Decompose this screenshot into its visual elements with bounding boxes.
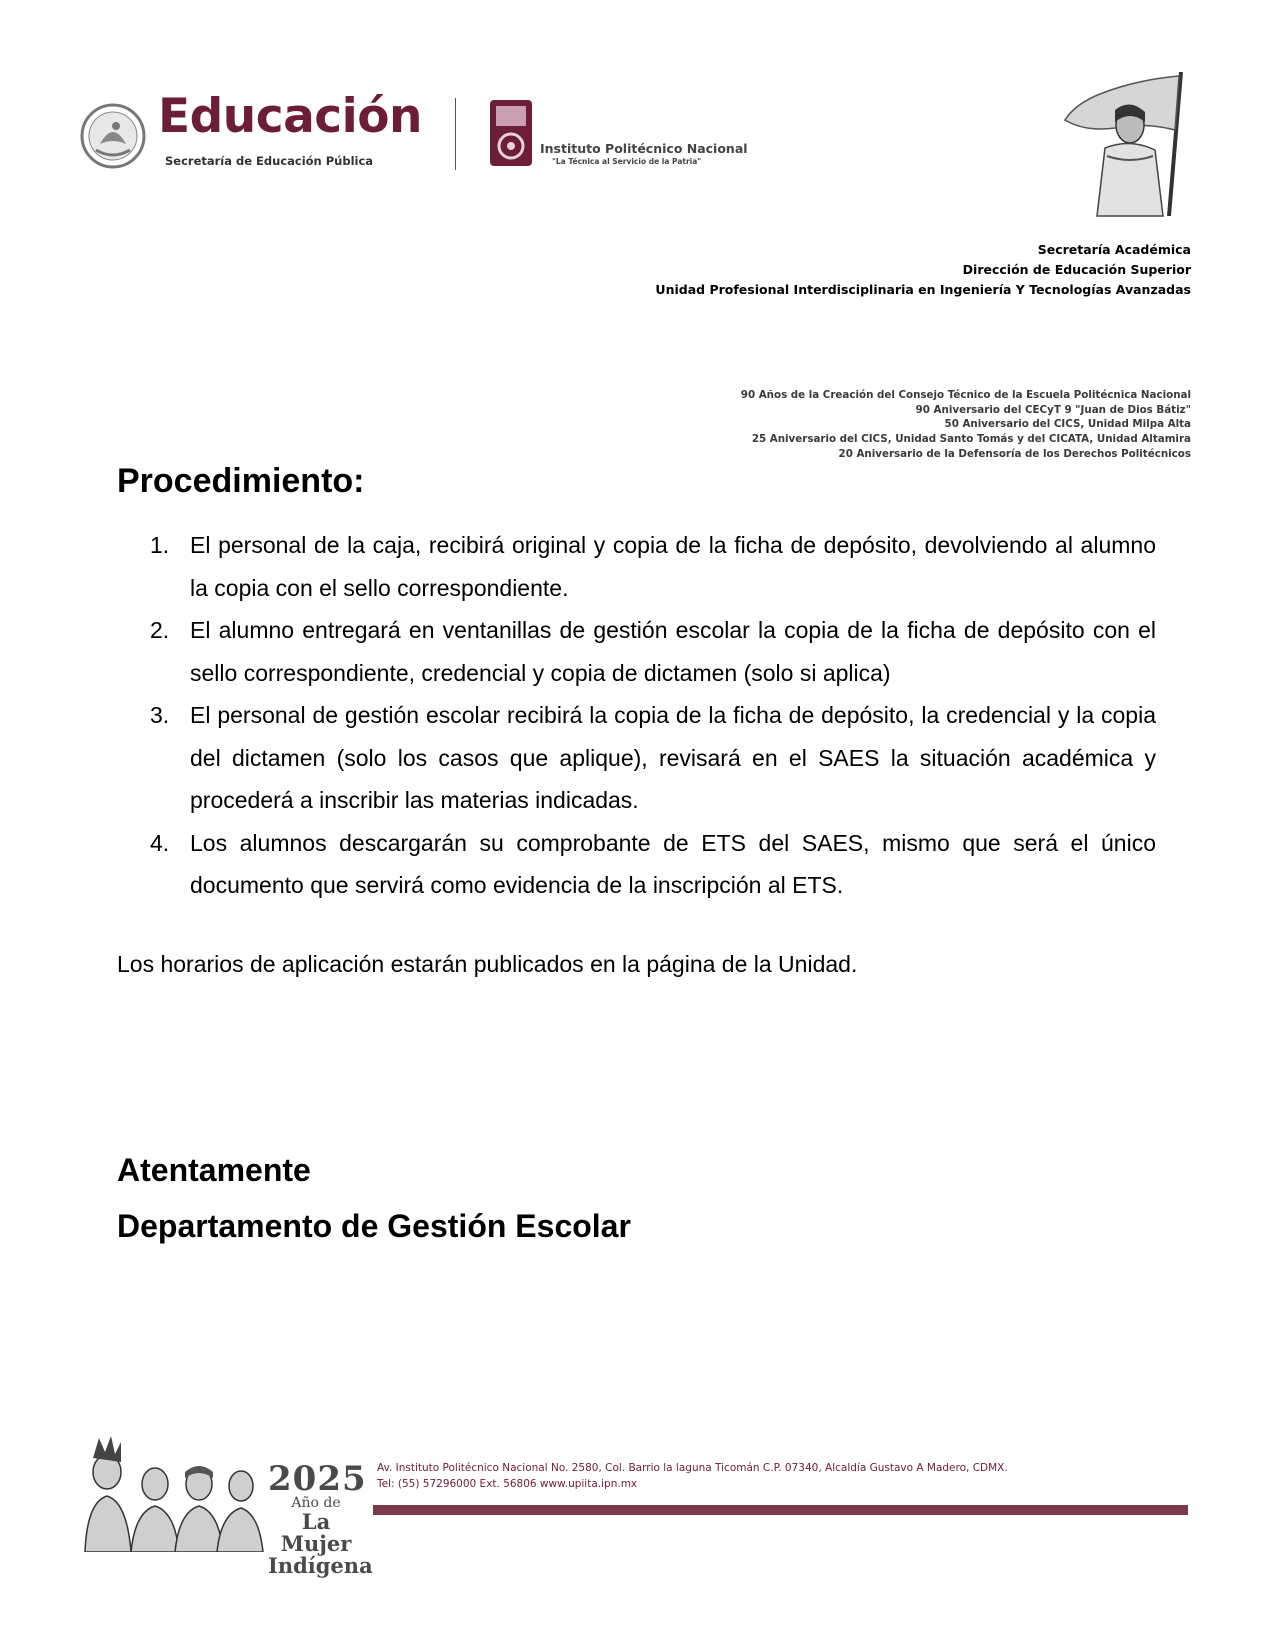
- flag-woman-illustration: [1045, 70, 1195, 218]
- procedure-step: [150, 524, 1156, 609]
- institution-line: Unidad Profesional Interdisciplinaria en Ingeniería Y Tecnologías Avanzadas: [655, 282, 1191, 297]
- schedule-note: Los horarios de aplicación estarán publicados en la página de la Unidad.: [117, 951, 858, 977]
- step-number: 2.: [150, 617, 170, 643]
- step-number: 4.: [150, 829, 170, 856]
- department-signature: Departamento de Gestión Escolar: [117, 1208, 631, 1244]
- step-number: 3.: [150, 702, 170, 728]
- logo-divider: [455, 98, 456, 170]
- year-caption: La Mujer: [280, 1509, 352, 1556]
- ipn-motto: "La Técnica al Servicio de la Patria": [552, 157, 702, 166]
- step-text: Los alumnos descargarán su comprobante de ETS del SAES, mismo que será el único documento que servirá como evidencia de la inscripción al ETS.: [190, 829, 1156, 898]
- sep-subtitle: Secretaría de Educación Pública: [165, 154, 374, 168]
- year-number: 2025: [268, 1459, 367, 1499]
- procedure-title: Procedimiento:: [117, 462, 365, 500]
- year-of-indigenous-woman-logo: [268, 1459, 373, 1578]
- year-caption: Año de: [291, 1495, 341, 1511]
- anniversary-line: 50 Aniversario del CICS, Unidad Milpa Alta: [944, 418, 1191, 431]
- footer-contact: Tel: (55) 57296000 Ext. 56806 www.upiita.ipn.mx: [377, 1478, 638, 1490]
- step-text: El personal de la caja, recibirá original y copia de la ficha de depósito, devolviendo al alumno la copia con el sello correspondiente.: [190, 532, 1156, 601]
- national-seal-logo: [80, 100, 146, 172]
- footer-bar: [373, 1505, 1188, 1515]
- indigenous-women-illustration: [75, 1432, 265, 1552]
- procedure-list: [150, 524, 1156, 907]
- institution-line: Secretaría Académica: [1037, 242, 1191, 257]
- anniversary-line: 20 Aniversario de la Defensoría de los Derechos Politécnicos: [838, 447, 1191, 460]
- step-text: El alumno entregará en ventanillas de gestión escolar la copia de la ficha de depósito con el sello correspondiente, credencial y copia de dictamen (solo si aplica): [190, 617, 1156, 686]
- procedure-step: [150, 694, 1156, 822]
- step-text: El personal de gestión escolar recibirá la copia de la ficha de depósito, la credencial y la copia del dictamen (solo los casos que aplique), revisará en el SAES la situación académica y procederá a inscribir las materias indicadas.: [190, 702, 1156, 813]
- anniversary-block: [741, 388, 1191, 462]
- closing: Atentamente: [117, 1152, 311, 1188]
- ipn-name: Instituto Politécnico Nacional: [540, 141, 748, 156]
- footer-address-block: [377, 1460, 1008, 1492]
- anniversary-line: 90 Aniversario del CECyT 9 "Juan de Dios Bátiz": [915, 403, 1191, 416]
- procedure-step: [150, 822, 1156, 907]
- step-number: 1.: [150, 532, 170, 558]
- institution-line: Dirección de Educación Superior: [962, 262, 1191, 277]
- procedure-step: [150, 609, 1156, 694]
- footer-address: Av. Instituto Politécnico Nacional No. 2580, Col. Barrio la laguna Ticomán C.P. 07340, Alcaldía Gustavo A Madero, CDMX.: [377, 1462, 1008, 1474]
- anniversary-line: 90 Años de la Creación del Consejo Técnico de la Escuela Politécnica Nacional: [740, 389, 1191, 401]
- year-caption: Indígena: [268, 1553, 373, 1578]
- sep-title: Educación: [158, 89, 423, 144]
- institution-block: [655, 240, 1191, 300]
- anniversary-line: 25 Aniversario del CICS, Unidad Santo Tomás y del CICATA, Unidad Altamira: [751, 433, 1191, 446]
- ipn-emblem-logo: [488, 98, 534, 168]
